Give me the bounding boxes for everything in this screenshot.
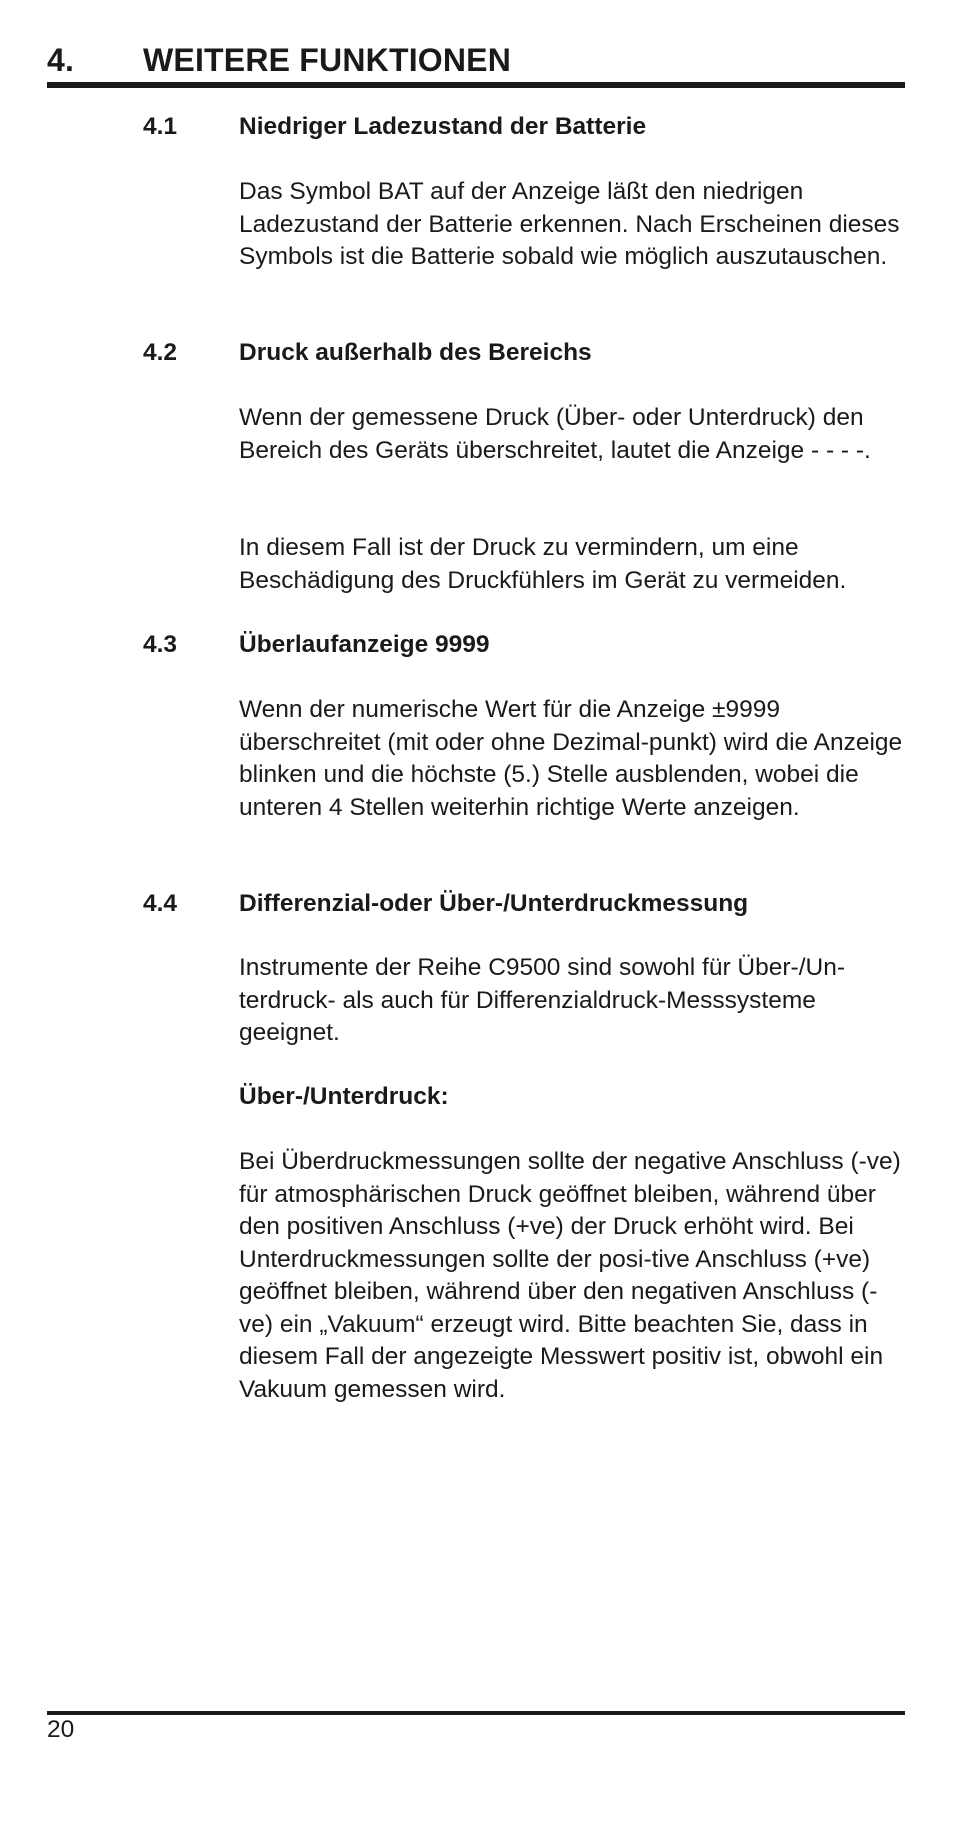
chapter-title: WEITERE FUNKTIONEN <box>143 42 512 78</box>
section-number: 4.3 <box>143 631 178 658</box>
paragraph-instruments: Instrumente der Reihe C9500 sind sowohl für Über-/Un-terdruck- als auch für Differenzialdruck-Messsysteme geeignet. <box>239 954 845 1046</box>
section-heading-4-2 <box>143 337 905 369</box>
section-number: 4.2 <box>143 339 178 366</box>
paragraph-overflow: Wenn der numerische Wert für die Anzeige ±9999 überschreitet (mit oder ohne Dezimal-punkt) wird die Anzeige blinken und die höchste (5.) Stelle ausblenden, wobei die unteren 4 Stellen weiterhin richtige Werte anzeigen. <box>239 696 903 821</box>
section-number: 4.4 <box>143 890 178 917</box>
section-title: Niedriger Ladezustand der Batterie <box>239 113 647 140</box>
section-heading-4-1 <box>143 111 905 143</box>
section-title: Druck außerhalb des Bereichs <box>239 339 592 366</box>
footer-divider <box>47 1711 905 1715</box>
paragraph-out-of-range: Wenn der gemessene Druck (Über- oder Unterdruck) den Bereich des Geräts überschreitet, lautet die Anzeige - - - -. <box>239 404 871 464</box>
page-number: 20 <box>47 1716 75 1743</box>
chapter-divider <box>47 82 905 88</box>
section-heading-4-4 <box>143 888 905 920</box>
chapter-number: 4. <box>47 42 75 78</box>
chapter-heading <box>47 40 905 80</box>
paragraph-measurement-procedure: Bei Überdruckmessungen sollte der negative Anschluss (-ve) für atmosphärischen Druck geöffnet bleiben, während über den positiven Anschluss (+ve) der Druck erhöht wird. Bei Unterdruckmessungen sollte der posi-tive Anschluss (+ve) geöffnet bleiben, während über den negativen Anschluss (-ve) ein „Vakuum“ erzeugt wird. Bitte beachten Sie, dass in diesem Fall der angezeigte Messwert positiv ist, obwohl ein Vakuum gemessen wird. <box>239 1148 901 1403</box>
section-heading-4-3 <box>143 629 905 661</box>
section-title: Differenzial-oder Über-/Unterdruckmessung <box>239 890 749 917</box>
section-number: 4.1 <box>143 113 178 140</box>
paragraph-battery: Das Symbol BAT auf der Anzeige läßt den niedrigen Ladezustand der Batterie erkennen. Nach Erscheinen dieses Symbols ist die Batterie sobald wie möglich auszutauschen. <box>239 178 900 270</box>
subheading-over-under-pressure: Über-/Unterdruck: <box>239 1083 449 1110</box>
section-title: Überlaufanzeige 9999 <box>239 631 490 658</box>
paragraph-reduce-pressure: In diesem Fall ist der Druck zu vermindern, um eine Beschädigung des Druckfühlers im Gerät zu vermeiden. <box>239 534 847 594</box>
